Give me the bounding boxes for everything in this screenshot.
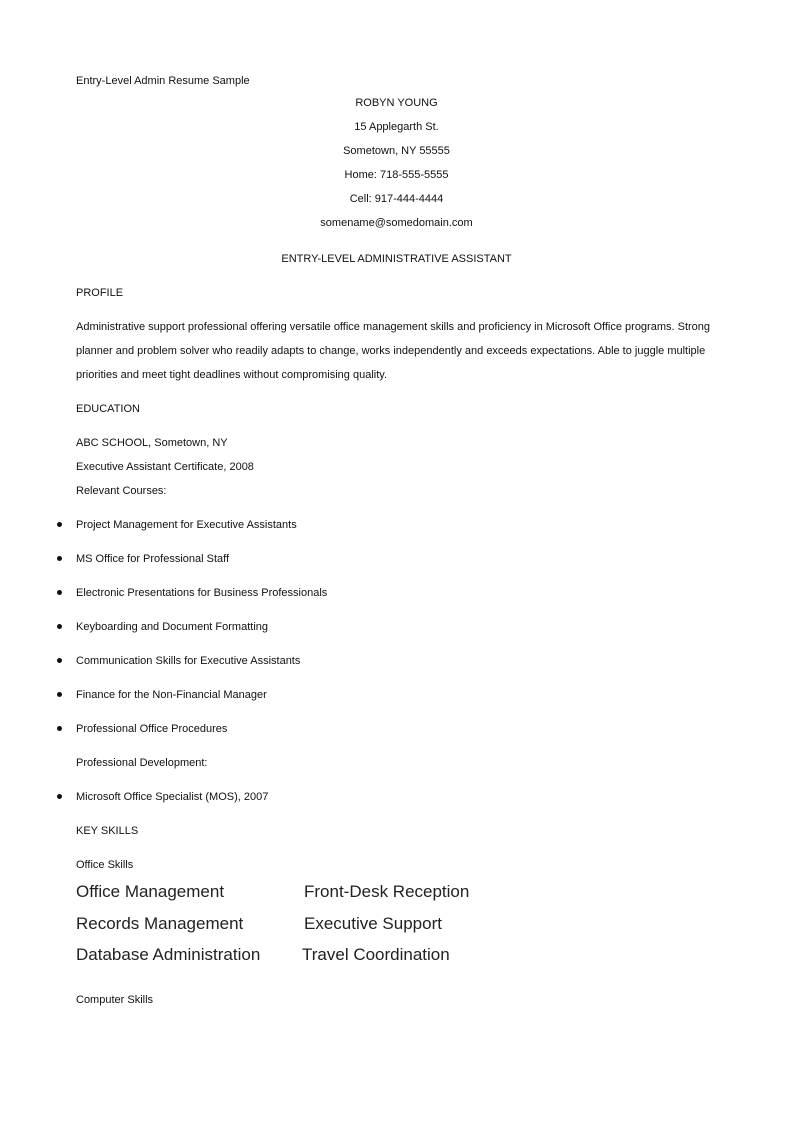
objective-title: ENTRY-LEVEL ADMINISTRATIVE ASSISTANT <box>281 253 512 265</box>
list-item: Microsoft Office Specialist (MOS), 2007 <box>76 791 269 803</box>
computer-skills-label: Computer Skills <box>76 994 154 1006</box>
list-item: Project Management for Executive Assistants <box>76 519 297 531</box>
skill-item: Travel Coordination <box>302 945 450 964</box>
list-item: MS Office for Professional Staff <box>76 553 230 565</box>
email-address: somename@somedomain.com <box>320 217 473 229</box>
profile-line: Administrative support professional offering versatile office management skills and proficiency in Microsoft Office programs. Strong <box>76 321 711 333</box>
skill-item: Office Management <box>76 882 225 901</box>
list-item: Professional Office Procedures <box>76 723 228 735</box>
cell-phone: Cell: 917-444-4444 <box>349 193 444 205</box>
home-phone: Home: 718-555-5555 <box>344 169 449 181</box>
bullet-icon <box>57 624 62 629</box>
profile-line: planner and problem solver who readily adapts to change, works independently and exceeds expectations. Able to juggle multiple <box>76 345 706 357</box>
profile-heading: PROFILE <box>76 287 124 299</box>
bullet-icon <box>57 692 62 697</box>
skill-item: Records Management <box>76 914 244 933</box>
development-label: Professional Development: <box>76 757 208 769</box>
skill-item: Front-Desk Reception <box>304 882 470 901</box>
profile-line: priorities and meet tight deadlines without compromising quality. <box>76 369 388 381</box>
courses-label: Relevant Courses: <box>76 485 167 497</box>
city-state-zip: Sometown, NY 55555 <box>343 145 450 157</box>
education-heading: EDUCATION <box>76 403 140 415</box>
office-skills-label: Office Skills <box>76 859 134 871</box>
document-title: Entry-Level Admin Resume Sample <box>76 75 250 87</box>
skills-heading: KEY SKILLS <box>76 825 139 837</box>
candidate-name: ROBYN YOUNG <box>355 97 438 109</box>
street-address: 15 Applegarth St. <box>354 121 439 133</box>
bullet-icon <box>57 726 62 731</box>
list-item: Communication Skills for Executive Assistants <box>76 655 301 667</box>
list-item: Electronic Presentations for Business Professionals <box>76 587 328 599</box>
school-name: ABC SCHOOL, Sometown, NY <box>76 437 228 449</box>
skill-item: Database Administration <box>76 945 261 964</box>
list-item: Keyboarding and Document Formatting <box>76 621 268 633</box>
bullet-icon <box>57 590 62 595</box>
bullet-icon <box>57 556 62 561</box>
bullet-icon <box>57 658 62 663</box>
skill-item: Executive Support <box>304 914 442 933</box>
certificate: Executive Assistant Certificate, 2008 <box>76 461 254 473</box>
list-item: Finance for the Non-Financial Manager <box>76 689 267 701</box>
bullet-icon <box>57 522 62 527</box>
bullet-icon <box>57 794 62 799</box>
